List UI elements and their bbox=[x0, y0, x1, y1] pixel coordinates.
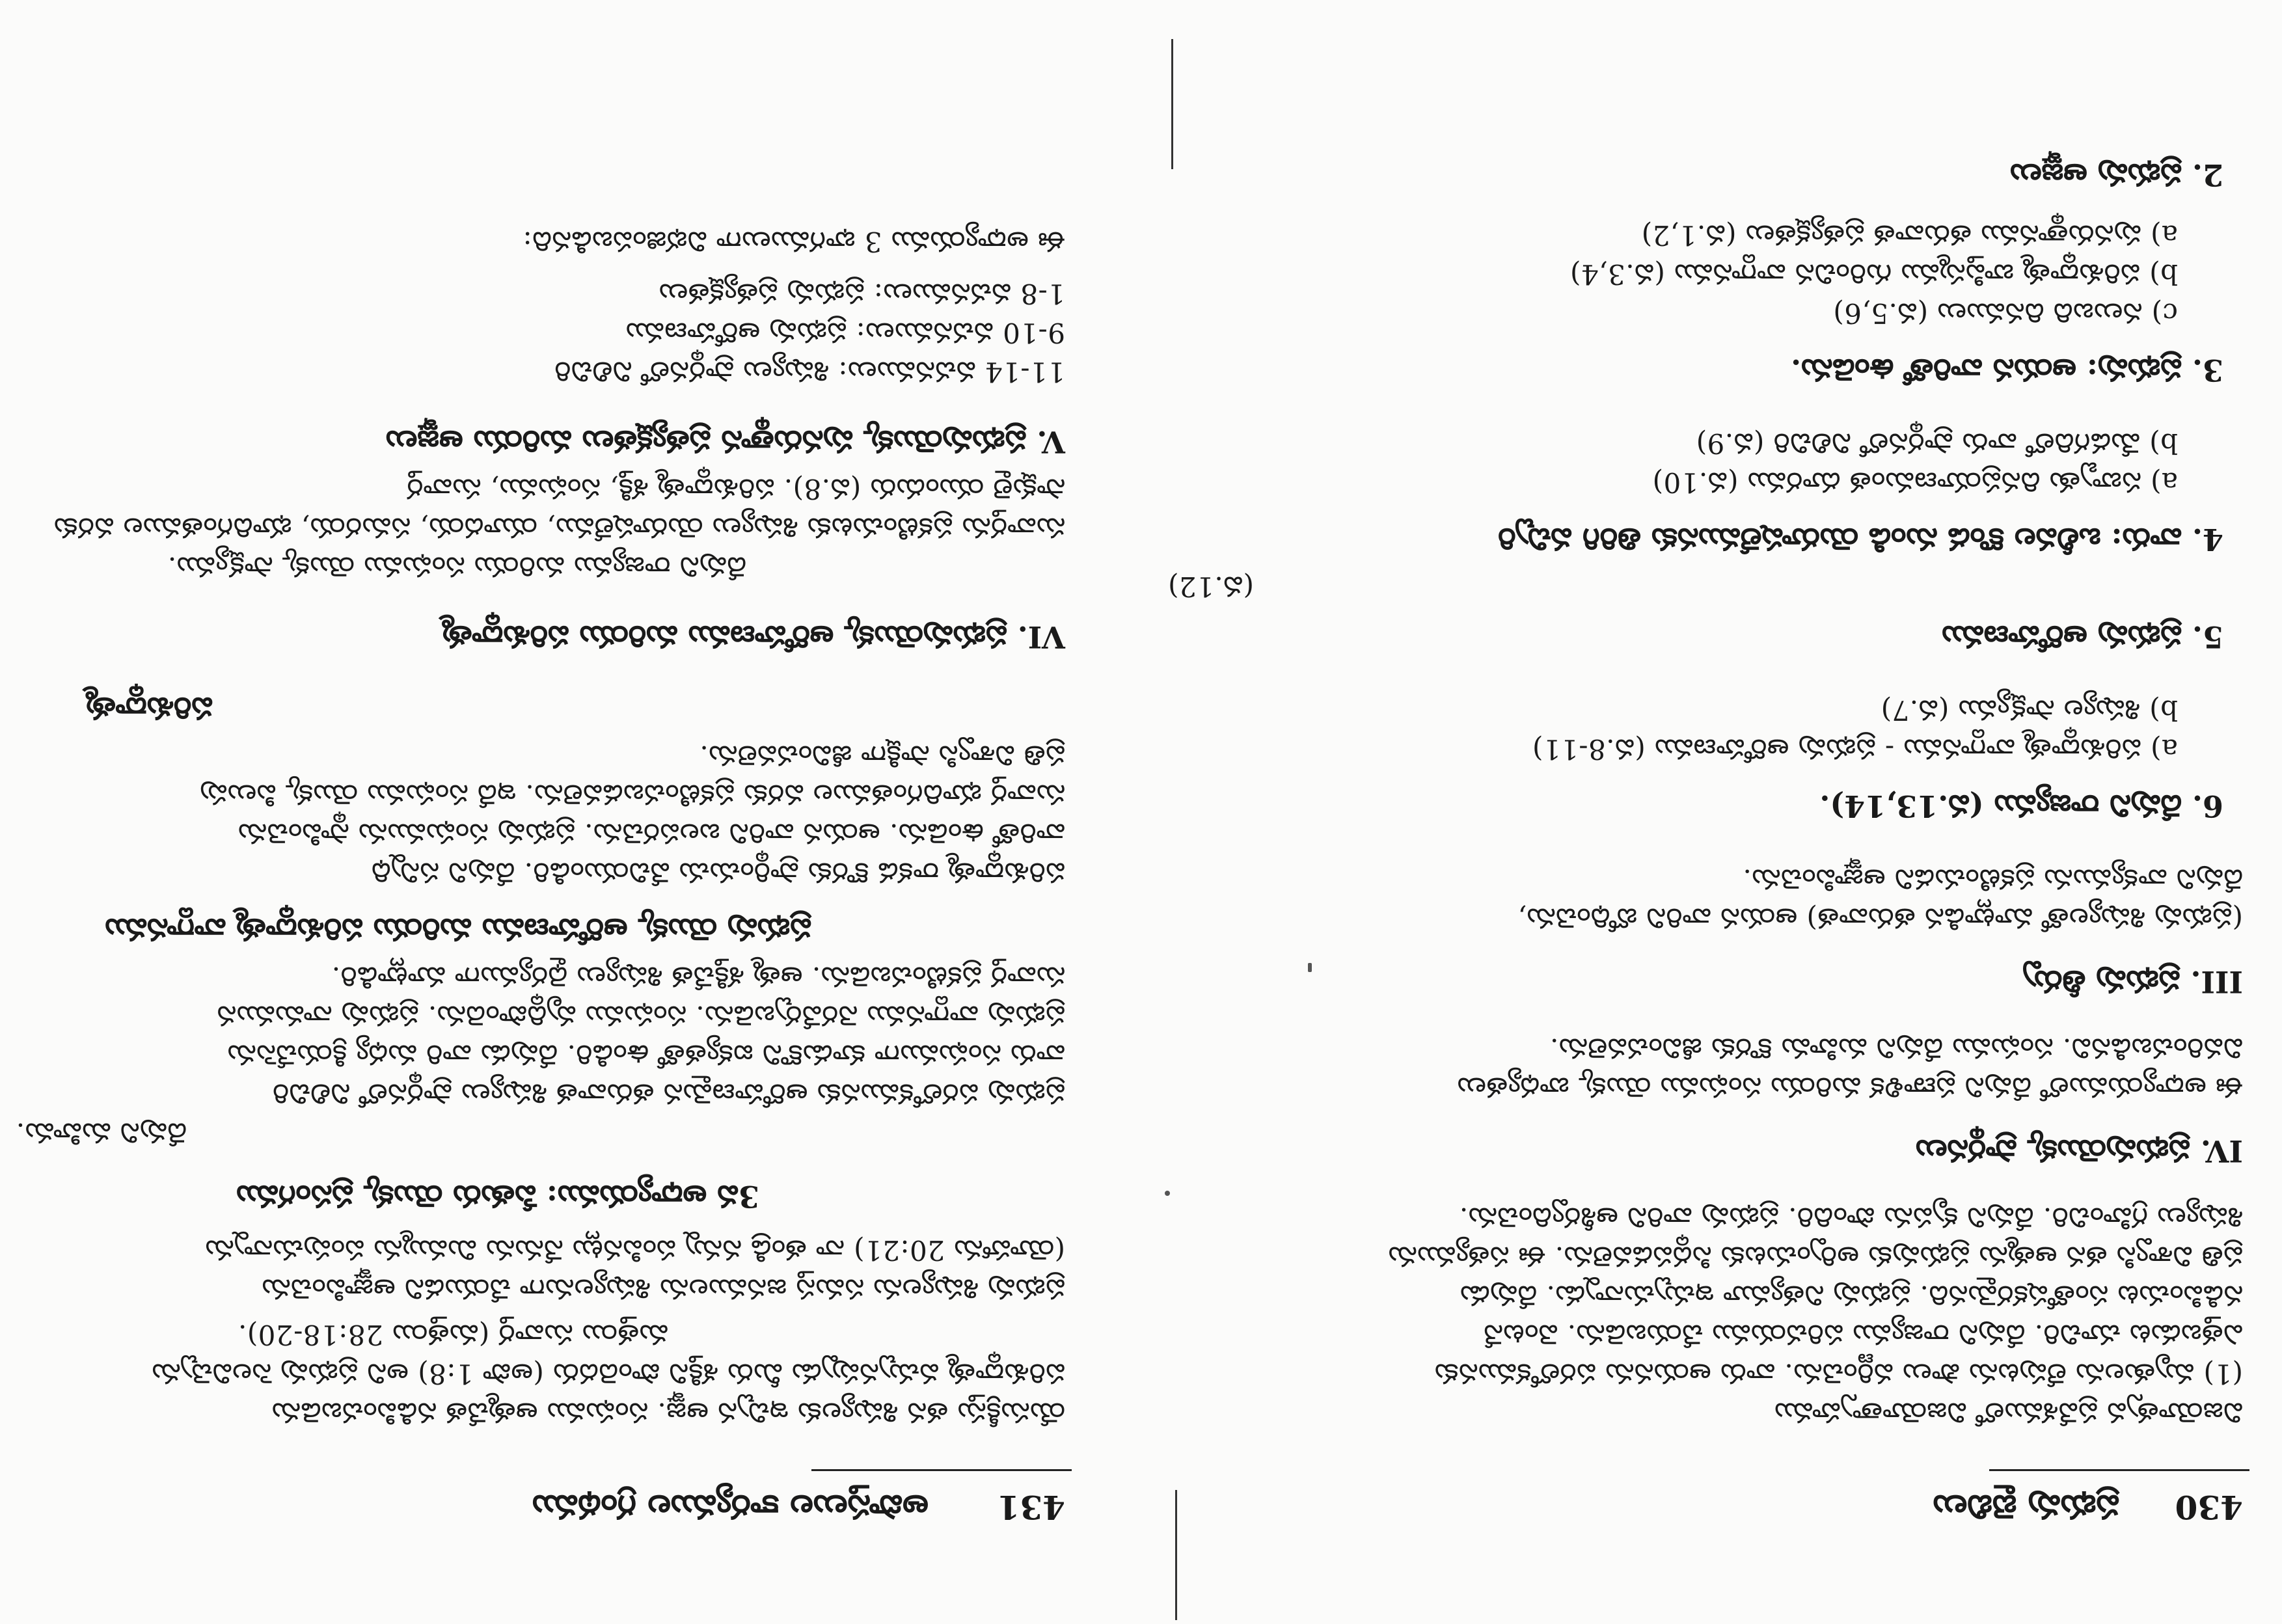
body-line: యేసుక్రీస్తు తన శిష్యులకు ఇచ్చిన ఆజ్ఞ. సంఘము ఆత్మచేత నడిపించబడెను bbox=[271, 1397, 1065, 1429]
body-line: ఈ అధ్యాయములో దేవుని ప్రణాళిక మరియు సంఘము యొక్క బాధ్యతలు bbox=[1457, 1072, 2243, 1103]
body-line: a) పరిశుద్ధాత్మ వాగ్దానము - ప్రభువు ఆరోహణము (వ.8-11) bbox=[1532, 733, 2178, 765]
body-line: వారు సంఘముగా కూడుకొని ఐక్యతతో ఉండిరి. దేవుడు వారి మధ్య క్రియచేసెను bbox=[227, 1039, 1065, 1071]
section-heading: 4. వారు: ఒలీవల కొండ నుండి యెరూషలేమునకు తిరిగి వచ్చిరి bbox=[1498, 522, 2223, 557]
body-line: విజయోత్సవ ప్రవేశములో విజయోత్సాహము bbox=[1774, 1397, 2243, 1429]
body-line: ప్రభువు పరలోకమునకు ఆరోహణమైన తరువాత శిష్యులు ప్రార్థనలో నిలిచిరి bbox=[272, 1078, 1065, 1110]
body-line: దేవుని వాక్యమును ప్రకటించుడని ఆజ్ఞాపించెను. bbox=[1743, 863, 2243, 895]
body-line: a) పునరుత్థానము తరువాత ప్రత్యక్షతలు (వ.1,2) bbox=[1641, 219, 2178, 251]
body-line: (వ.12) bbox=[1167, 571, 1254, 602]
section-heading: VI. ప్రభువుయొక్క ఆరోహణము మరియు పరిశుద్ధాత్మ bbox=[442, 619, 1065, 655]
section-heading: 2. ప్రభువు ఆజ్ఞలు bbox=[2010, 157, 2223, 193]
body-line: సాక్షులై యుందురు (వ.8). పరిశుద్ధాత్మ శక్తి, సంఘము, సువార్త bbox=[406, 473, 1065, 505]
body-line: 11-14 వచనములు: శిష్యులు ప్రార్థనలో నిలిచిరి bbox=[554, 356, 1065, 388]
body-line: b) పరిశుద్ధాత్మ బాప్తిస్మము గురించిన వాగ్దానము (వ.3,4) bbox=[1569, 258, 2178, 290]
body-line: సువార్త భూదిగంతముల వరకు ప్రకటించబడవలెను. ఇదే సంఘము యొక్క పిలుపు bbox=[199, 779, 1065, 811]
body-line: పరిశుద్ధాత్మ రాకడ కొరకు ప్రార్థించుచు వేచియుండిరి. దేవుని సన్నిధి bbox=[371, 857, 1065, 889]
body-line: b) మేడగదిలో వారు ప్రార్థనలో నిలిచిరి (వ.9) bbox=[1696, 427, 2178, 459]
body-line: నడిపించుట సంతోషకరమైనది. ప్రభువు నిత్యమూ ఇచ్చుచున్నాడు. దేవుడు bbox=[1460, 1280, 2243, 1312]
body-line: ప్రభువు వాగ్దానము నెరవేర్చబడెను. సంఘము వృద్ధిపొందెను. ప్రభువు నామమున bbox=[217, 1000, 1065, 1032]
body-line: (యోహాను 20:21) నా తండ్రి నన్ను పంపినట్లు నేనును మిమ్మును పంపుచున్నాను bbox=[204, 1234, 1065, 1266]
section-heading: 6. దేవుని రాజ్యము (వ.13,14). bbox=[1819, 789, 2223, 824]
section-heading: 3వ అధ్యాయము: పేతురు యొక్క ప్రసంగము bbox=[236, 1179, 759, 1214]
body-line: c) నలుబది దినములు (వ.5,6) bbox=[1832, 297, 2178, 329]
body-line: a) సబ్బాతు దినప్రయాణమంత దూరము (వ.10) bbox=[1652, 467, 2178, 498]
section-heading: 3. ప్రభువు: ఆయన వారితో ఉండెను. bbox=[1791, 353, 2223, 388]
page-430 bbox=[1111, 0, 2282, 1624]
section-heading: 5. ప్రభువు ఆరోహణము bbox=[1942, 619, 2223, 655]
body-line: ఈ అధ్యాయము 3 భాగములుగా విభజింపబడినది: bbox=[523, 226, 1065, 258]
section-heading: IV. ప్రభువుయొక్క ప్రార్థనలు bbox=[1915, 1133, 2243, 1169]
body-line: ప్రతి విశ్వాసి సాక్షిగా జీవించవలెను. bbox=[699, 740, 1065, 772]
body-line: ప్రతి విశ్వాసి తన ఆత్మను ప్రభువుకు అర్పించుటకు సిద్ధపడవలెను. ఈ సత్యమును bbox=[1388, 1241, 2243, 1273]
body-line: దేవుని రాజ్యము మరియు సంఘము యొక్క సాక్ష్యము. bbox=[167, 551, 746, 583]
body-line: వారితో ఉండెను. ఆయన వారిని బలపరచెను. ప్రభువు సంఘమును స్థాపించెను bbox=[238, 818, 1065, 850]
page-number: 431 bbox=[997, 1488, 1065, 1526]
body-line: వివరించబడినవి. సంఘము దేవుని మహిమ కొరకు జీవించవలెను. bbox=[1549, 1033, 2243, 1064]
section-heading: ప్రభువు యొక్క ఆరోహణము మరియు పరిశుద్ధాత్మ వాగ్దానము bbox=[105, 912, 811, 947]
page-431 bbox=[0, 0, 1111, 1624]
body-line: b) శిష్యుల సాక్ష్యము (వ.7) bbox=[1881, 694, 2178, 726]
running-title: అపొస్తలుల కార్యముల గ్రంథము bbox=[532, 1488, 929, 1526]
section-heading: III. ప్రభువు తీర్పు bbox=[2023, 964, 2243, 999]
body-line: (1) మృతులను లేపుటను పౌలు వర్ణించెను. వారు ఆయనను పరలోకమునకు bbox=[1434, 1358, 2243, 1390]
body-line: 9-10 వచనములు: ప్రభువు ఆరోహణము bbox=[625, 317, 1065, 349]
body-line: మత్తయి సువార్త (మత్తయి 28:18-20). bbox=[238, 1319, 668, 1351]
body-line: 1-8 వచనములు: ప్రభువు ప్రత్యక్షతలు bbox=[659, 278, 1065, 310]
page-number: 430 bbox=[2175, 1488, 2243, 1526]
section-heading: V. ప్రభువుయొక్క పునరుత్థాన ప్రత్యక్షతలు మరియు ఆజ్ఞలు bbox=[385, 424, 1065, 459]
section-heading: పరిశుద్ధాత్మ bbox=[86, 691, 213, 726]
body-line: సువార్తను ప్రకటించుటకు శిష్యులు యెరూషలేము, యూదయ, సమరయ, భూదిగంతముల వరకు bbox=[53, 512, 1065, 544]
header-rule bbox=[1989, 1469, 2249, 1471]
body-line: (ప్రభువు శిష్యులతో మాట్లాడిన తరువాత) ఆయన వారిని బోధించెను, bbox=[1517, 902, 2243, 934]
body-line: సువార్త ప్రకటించబడెను. ఆత్మ శక్తిచేత శిష్యులు ధైర్యముగా మాట్లాడిరి. bbox=[331, 961, 1065, 993]
running-title: ప్రభువు బైబిలు bbox=[1933, 1488, 2119, 1526]
body-line: పరిశుద్ధాత్మ వచ్చునప్పుడు మీరు శక్తిని పొందెదరు (అపొ 1:8) అని ప్రభువు సెలవిచ్చెను bbox=[151, 1358, 1065, 1390]
body-line: శిష్యులు గ్రహించిరి. దేవుని కృపను పొందిరి. ప్రభువు వారిని ఆశీర్వదించెను. bbox=[1459, 1202, 2243, 1234]
header-rule bbox=[811, 1469, 1072, 1471]
body-line: ఎత్తబడుట చూచిరి. దేవుని రాజ్యము పరిచయము చేయబడెను. వెంటనే bbox=[1483, 1319, 2243, 1351]
body-line: దేవుని మహిమ. bbox=[16, 1117, 187, 1149]
body-line: ప్రభువు శిష్యులను సమస్త జనములను శిష్యులనుగా చేయుడని ఆజ్ఞాపించెను bbox=[261, 1273, 1065, 1305]
